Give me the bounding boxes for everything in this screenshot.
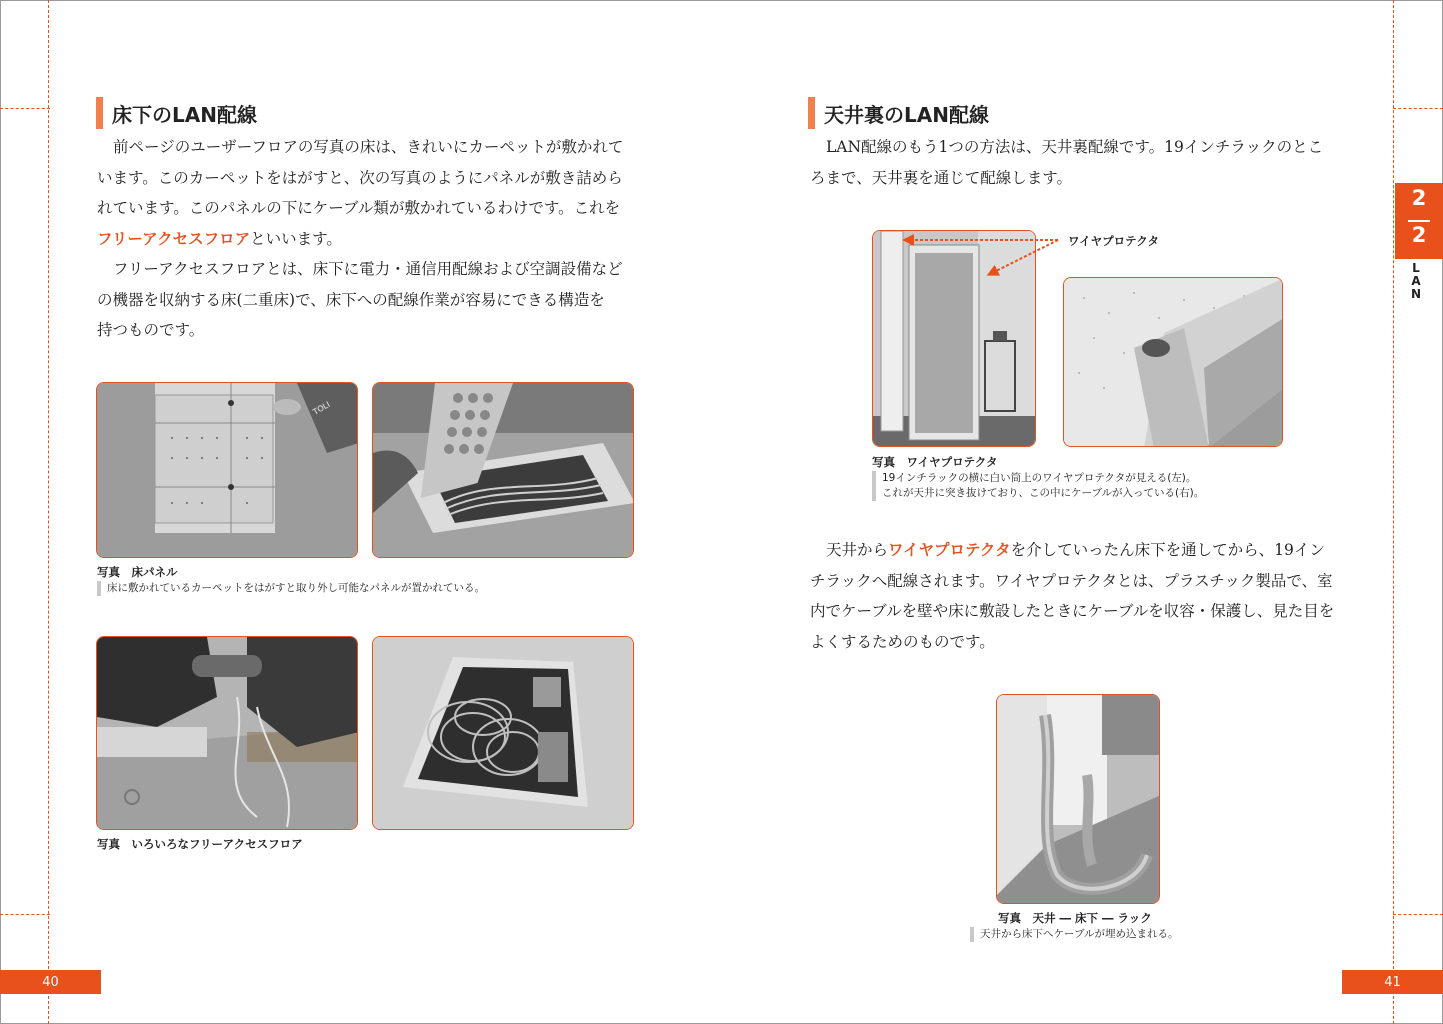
ceiling-image [1064, 278, 1283, 447]
photo-cable-bundle [372, 636, 634, 830]
heading-bar [808, 97, 815, 129]
caption-line: 床に敷かれているカーペットをはがすと取り外し可能なパネルが置かれている。 [107, 582, 485, 594]
floor-panel-image [97, 383, 358, 558]
text-line: LAN配線のもう1つの方法は、天井裏配線です。19インチラックのとこ [826, 138, 1324, 156]
chapter-label-char: L [1412, 261, 1420, 275]
text-line: フリーアクセスフロアとは、床下に電力・通信用配線および空調設備など [113, 260, 623, 278]
annotation-arrows [900, 225, 1070, 285]
caption-line: 天井から床下へケーブルが埋め込まれる。 [980, 928, 1179, 940]
chapter-label-char: A [1411, 274, 1421, 288]
text-line [810, 535, 1350, 566]
workers-image [97, 637, 358, 830]
chapter-number-top: 2 [1411, 186, 1427, 210]
text-line: チラックへ配線されます。ワイヤプロテクタとは、プラスチック製品で、室 [810, 571, 1333, 590]
caption-title: 写真 いろいろなフリーアクセスフロア [97, 837, 303, 851]
chapter-tab [1395, 183, 1443, 259]
open-floor-image [373, 383, 634, 558]
crop-mark [1393, 914, 1443, 915]
photo-open-floor [372, 382, 634, 558]
left-section-heading [96, 96, 257, 130]
right-section-heading [808, 96, 989, 130]
chapter-label-char: N [1410, 287, 1422, 301]
caption-title: 写真 ワイヤプロテクタ [872, 455, 998, 469]
photo-sign-text: TOLI [311, 399, 332, 417]
text-fragment: を介していったん床下を通してから、19イン [1010, 541, 1325, 559]
protector-tube-image [997, 695, 1160, 904]
text-line: 前ページのユーザーフロアの写真の床は、きれいにカーペットが敷かれて [113, 138, 624, 156]
text-line: ろまで、天井裏を通じて配線します。 [810, 168, 1072, 187]
text-line: れています。このパネルの下にケーブル類が敷かれているわけです。これを [97, 199, 621, 217]
left-crop-line [48, 0, 49, 1024]
highlight-term: ワイヤプロテクタ [888, 541, 1011, 559]
caption-title: 写真 床パネル [97, 565, 178, 579]
text-line: 持つものです。 [97, 321, 205, 339]
crop-mark [0, 108, 50, 109]
heading-text: 天井裏のLAN配線 [824, 102, 989, 127]
right-crop-line [1393, 0, 1394, 1024]
text-line: の機器を収納する床(二重床)で、床下への配線作業が容易にできる構造を [97, 290, 605, 309]
caption-body [970, 927, 1179, 942]
heading-bar [96, 97, 103, 129]
cable-bundle-image [373, 637, 634, 830]
page-number-left: 40 [0, 970, 101, 994]
text-line: よくするためのものです。 [810, 632, 995, 651]
caption-title: 写真 天井 ― 床下 ― ラック [998, 911, 1152, 925]
right-paragraph-2 [810, 535, 1350, 657]
heading-text: 床下のLAN配線 [112, 102, 257, 127]
text-line: います。このカーペットをはがすと、次の写真のようにパネルが敷き詰めら [97, 168, 623, 187]
crop-mark [0, 914, 50, 915]
page-number-right: 41 [1342, 970, 1443, 994]
photo-floor-panels [96, 382, 358, 558]
text-line: 内でケーブルを壁や床に敷設したときにケーブルを収容・保護し、見た目を [810, 602, 1335, 620]
text-fragment: といいます。 [250, 229, 342, 248]
text-line [97, 224, 637, 255]
caption-body [97, 581, 485, 596]
highlight-term: フリーアクセスフロア [97, 229, 251, 248]
chapter-number-bottom: 2 [1411, 223, 1427, 247]
crop-mark [1393, 108, 1443, 109]
caption-body [872, 471, 1204, 501]
chapter-label-vertical [1405, 262, 1427, 301]
photo-ceiling [1063, 277, 1283, 447]
text-fragment: 天井から [826, 541, 889, 559]
caption-line: これが天井に突き抜けており、この中にケーブルが入っている(右)。 [882, 487, 1205, 499]
annotation-label: ワイヤプロテクタ [1068, 234, 1159, 248]
right-paragraph-1 [810, 132, 1350, 193]
chapter-divider [1408, 220, 1430, 222]
photo-ceiling-floor-rack [996, 694, 1160, 904]
left-paragraph-1 [97, 132, 637, 346]
photo-workers [96, 636, 358, 830]
caption-line: 19インチラックの横に白い筒上のワイヤプロテクタが見える(左)。 [882, 472, 1197, 484]
